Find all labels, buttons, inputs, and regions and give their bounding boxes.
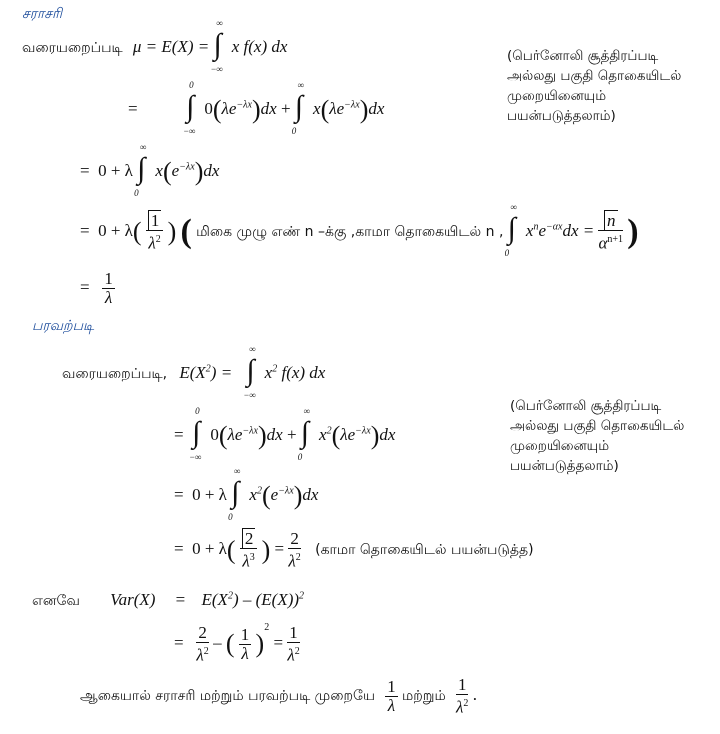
variance-heading: பரவற்படி bbox=[32, 318, 95, 334]
definition-label: வரையறைப்படி bbox=[22, 39, 123, 56]
conclusion-text-b: மற்றும் bbox=[401, 688, 446, 705]
variance-definition-line: வரையறைப்படி, $E(X^2)$ = ∫ ∞ −∞ $x^2$ f(x) dx bbox=[62, 344, 326, 400]
integral-sign: ∫ ∞ −∞ bbox=[210, 18, 223, 74]
mean-step-split: = ∫ 0 −∞ $0(\lambda e^{-\lambda x})dx$ + ∫ ∞ 0 $x(\lambda e^{-\lambda x})dx$ bbox=[128, 80, 385, 136]
variance-formula-line: எனவே $Var(X) = E(X^2) - (E(X))^2$ bbox=[32, 590, 305, 609]
variance-result: = $\frac{2}{\lambda^2}$ – ( $\frac{1}{\lambda}$ )$^2$ = $\frac{1}{\lambda^2}$ bbox=[174, 622, 300, 665]
variance-step-gamma: = 0 + λ( $\frac{2}{\lambda^3}$ ) = $\frac{2}{\lambda^2}$ (காமா தொகையிடல் பயன்படுத்த) bbox=[174, 529, 534, 571]
variance-note: (பெர்னோலி சூத்திரப்படி அல்லது பகுதி தொகையிடல் முறையினையும் பயன்படுத்தலாம்) bbox=[510, 398, 685, 474]
mean-heading: சராசரி bbox=[22, 6, 63, 22]
mean-step-lambda: = 0 + λ ∫ ∞ 0 $x(e^{-\lambda x})dx$ bbox=[80, 142, 220, 198]
gamma-usage-note: (காமா தொகையிடல் பயன்படுத்த) bbox=[315, 542, 534, 559]
gamma-condition-text: மிகை முழு எண் n –க்கு ,காமா தொகையிடல் n , bbox=[196, 223, 504, 240]
mean-definition-line: வரையறைப்படி μ = E(X) = ∫ ∞ −∞ x f(x) dx bbox=[22, 18, 288, 74]
mean-step-gamma: = 0 + λ( $\frac{1}{\lambda^2}$ ) ( மிகை முழு எண் n –க்கு ,காமா தொகையிடல் n , ∫ ∞ 0 $x^ne^{-\alpha x}dx$ = $\frac{n}{\alpha^{n+1}}$ ) bbox=[80, 202, 639, 258]
mean-note: (பெர்னோலி சூத்திரப்படி அல்லது பகுதி தொகையிடல் முறையினையும் பயன்படுத்தலாம்) bbox=[507, 48, 682, 124]
conclusion-text-a: ஆகையால் சராசரி மற்றும் பரவற்படி முறையே bbox=[80, 688, 375, 705]
variance-step-lambda: = 0 + λ ∫ ∞ 0 $x^2(e^{-\lambda x})dx$ bbox=[174, 466, 319, 522]
definition-label: வரையறைப்படி, bbox=[62, 365, 168, 382]
hence-label: எனவே bbox=[32, 593, 80, 609]
mean-result: = $\frac{1}{\lambda}$ bbox=[80, 269, 113, 307]
conclusion-line: ஆகையால் சராசரி மற்றும் பரவற்படி முறையே $\frac{1}{\lambda}$ மற்றும் $\frac{1}{\lambda^2}$ . bbox=[80, 675, 477, 717]
variance-step-split: = ∫ 0 −∞ $0(\lambda e^{-\lambda x})dx$ + ∫ ∞ 0 $x^2(\lambda e^{-\lambda x})dx$ bbox=[174, 406, 396, 462]
